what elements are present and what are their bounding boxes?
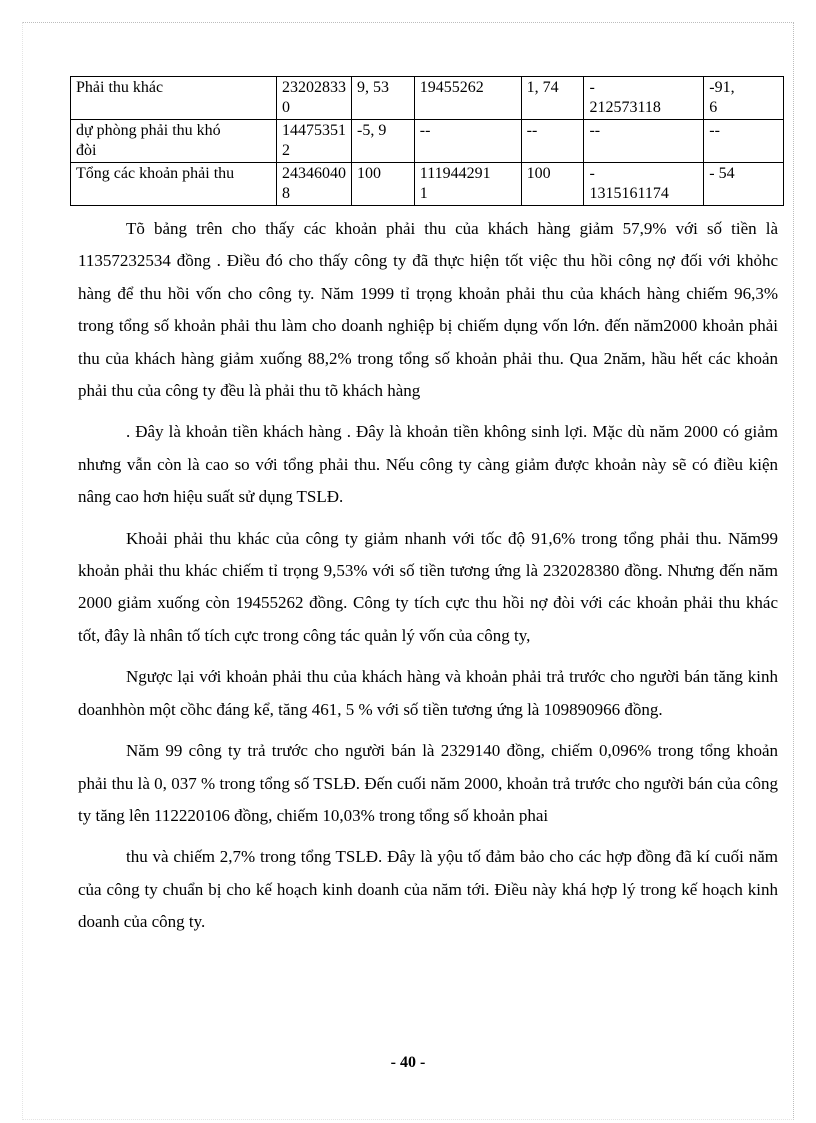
table-cell: 1, 74: [521, 77, 584, 120]
paragraph: . Đây là khoản tiền khách hàng . Đây là khoản tiền không sinh lợi. Mặc dù năm 2000 có giảm nhưng vẫn còn là cao so với tổng phải thu. Nếu công ty càng giảm được khoản này sẽ có điều kiện nâng cao hơn hiệu suất sử dụng TSLĐ.: [78, 422, 778, 507]
table-cell: 9, 53: [351, 77, 414, 120]
table-cell: 111944291 1: [414, 163, 521, 206]
table-cell: --: [584, 120, 704, 163]
table-cell: 100: [351, 163, 414, 206]
page-number: - 40 -: [390, 1054, 426, 1071]
table-cell: --: [521, 120, 584, 163]
table-cell: 23202833 0: [276, 77, 351, 120]
paragraph: Tõ bảng trên cho thấy các khoản phải thu của khách hàng giảm 57,9% với số tiền là 11357232534 đồng . Điều đó cho thấy công ty đã thực hiện tốt việc thu hồi công nợ đối với khỏhc hàng để thu hồi vốn cho công ty. Năm 1999 tỉ trọng khoản phải thu của khách hàng chiếm 96,3% trong tổng số khoản phải thu làm cho doanh nghiệp bị chiếm dụng vốn lớn. đến năm2000 khoản phải thu của khách hàng giảm xuống 88,2% trong tổng số khoản phải thu. Qua 2năm, hầu hết các khoản phải thu của công ty đều là phải thu tõ khách hàng: [78, 219, 778, 401]
table-row: [71, 120, 784, 163]
row-label: Phải thu khác: [71, 77, 277, 120]
table-cell: - 1315161174: [584, 163, 704, 206]
table-cell: --: [704, 120, 784, 163]
table-cell: 19455262: [414, 77, 521, 120]
table-cell: - 212573118: [584, 77, 704, 120]
table-cell: - 54: [704, 163, 784, 206]
table-row: [71, 77, 784, 120]
paragraph: Năm 99 công ty trả trước cho người bán là 2329140 đồng, chiếm 0,096% trong tổng khoản phải thu là 0, 037 % trong tổng số TSLĐ. Đến cuối năm 2000, khoản trả trước cho người bán của công ty tăng lên 112220106 đồng, chiếm 10,03% trong tổng số khoản phai: [78, 741, 778, 825]
table-cell: --: [414, 120, 521, 163]
paragraph: Khoải phải thu khác của công ty giảm nhanh với tốc độ 91,6% trong tổng phải thu. Năm99 khoản phải thu khác chiếm tỉ trọng 9,53% với số tiền tương ứng là 232028380 đồng. Nhưng đến năm 2000 giảm xuống còn 19455262 đồng. Công ty tích cực thu hồi nợ đòi với các khoản phải thu khác tốt, đây là nhân tố tích cực trong công tác quản lý vốn của công ty,: [78, 528, 778, 645]
paragraph: Ngược lại với khoản phải thu của khách hàng và khoản phải trả trước cho người bán tăng kinh doanhhòn một cồhc đáng kể, tăng 461, 5 % với số tiền tương ứng là 109890966 đồng.: [78, 667, 778, 719]
table-cell: 24346040 8: [276, 163, 351, 206]
body-text: [78, 213, 778, 939]
paragraph: thu và chiếm 2,7% trong tổng TSLĐ. Đây là yộu tố đảm bảo cho các hợp đồng đã kí cuối năm của công ty chuẩn bị cho kế hoạch kinh doanh của năm tới. Điều này khá hợp lý trong kế hoạch kinh doanh của công ty.: [78, 847, 778, 932]
row-label: dự phòng phải thu khó đòi: [71, 120, 277, 163]
table-cell: -91, 6: [704, 77, 784, 120]
row-label: Tổng các khoản phải thu: [71, 163, 277, 206]
table-cell: 100: [521, 163, 584, 206]
table-cell: 14475351 2: [276, 120, 351, 163]
table-cell: -5, 9: [351, 120, 414, 163]
table-row: [71, 163, 784, 206]
receivables-table: [70, 76, 784, 206]
